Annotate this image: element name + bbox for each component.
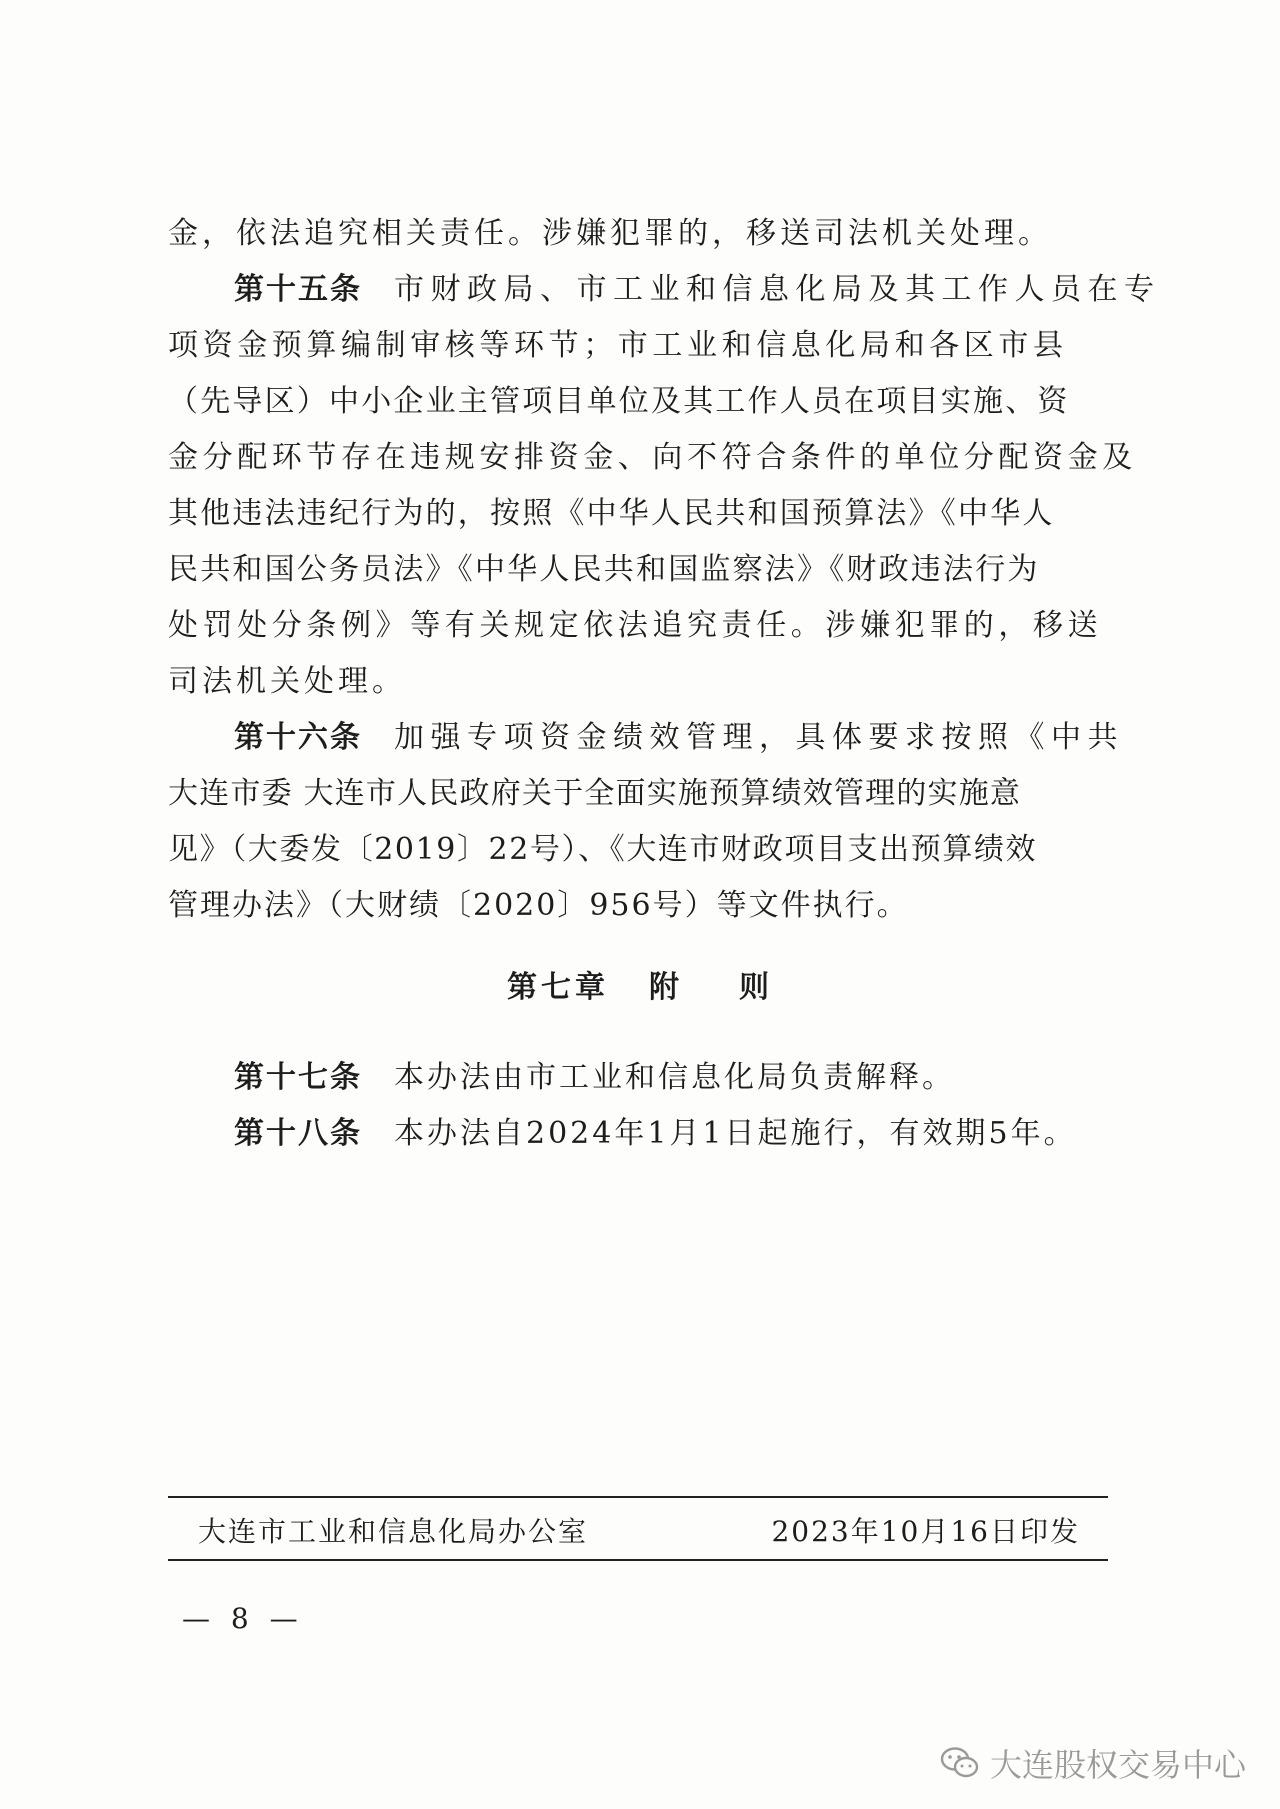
article-18-text: 本办法自2024年1月1日起施行，有效期5年。 — [394, 1116, 1077, 1151]
wechat-icon — [940, 1746, 980, 1780]
paragraph-line — [168, 654, 1106, 710]
paragraph-line — [168, 542, 1106, 598]
paragraph-line — [168, 878, 1106, 934]
line-text: 民共和国公务员法》《中华人民共和国监察法》《财政违法行为 — [168, 552, 1040, 587]
line-text: 加强专项资金绩效管理，具体要求按照《中共 — [394, 720, 1124, 755]
line-text: 见》（大委发〔2019〕22号）、《大连市财政项目支出预算绩效 — [168, 832, 1038, 867]
article-18-line — [234, 1106, 1114, 1162]
footer-row — [198, 1510, 1080, 1550]
footer-date: 2023年10月16日印发 — [771, 1515, 1080, 1548]
chapter-title-2: 则 — [739, 970, 773, 1005]
paragraph-line — [168, 430, 1137, 486]
paragraph-line — [168, 598, 1106, 654]
article-16-first-line — [168, 710, 1124, 766]
line-text: 大连市委 大连市人民政府关于全面实施预算绩效管理的实施意 — [168, 776, 1022, 811]
line-text: 项资金预算编制审核等环节；市工业和信息化局和各区市县 — [168, 328, 1068, 363]
article-15-heading: 第十五条 — [234, 272, 362, 307]
article-18-heading: 第十八条 — [234, 1116, 362, 1151]
line-text: 金分配环节存在违规安排资金、向不符合条件的单位分配资金及 — [168, 440, 1137, 475]
closing-articles — [234, 1050, 1114, 1162]
line-text: 管理办法》（大财绩〔2020〕956号）等文件执行。 — [168, 888, 909, 923]
paragraph-line — [168, 206, 1106, 262]
line-text: （先导区）中小企业主管项目单位及其工作人员在项目实施、资 — [168, 384, 1070, 419]
footer-issuer: 大连市工业和信息化局办公室 — [198, 1515, 589, 1548]
page-number: — 8 — — [182, 1602, 304, 1635]
article-17-text: 本办法由市工业和信息化局负责解释。 — [394, 1060, 955, 1095]
chapter-number: 第七章 — [507, 970, 609, 1005]
line-text: 金，依法追究相关责任。涉嫌犯罪的，移送司法机关处理。 — [168, 216, 1052, 251]
footer-bottom-rule — [168, 1559, 1108, 1561]
line-text — [394, 262, 1161, 318]
line-text: 其他违法违纪行为的，按照《中华人民共和国预算法》《中华人 — [168, 496, 1055, 531]
line-text: 司法机关处理。 — [168, 664, 406, 699]
chapter-heading — [0, 962, 1280, 1006]
document-body — [168, 206, 1161, 934]
paragraph-line — [168, 766, 1106, 822]
paragraph-line — [168, 822, 1106, 878]
paragraph-line — [168, 486, 1106, 542]
line-text-inner: 市财政局、市工业和信息化局及其工作人员在专 — [394, 272, 1161, 307]
footer-top-rule — [168, 1496, 1108, 1498]
chapter-title-1: 附 — [649, 970, 683, 1005]
watermark — [940, 1740, 1246, 1786]
article-15-first-line — [168, 262, 1161, 318]
article-17-heading: 第十七条 — [234, 1060, 362, 1095]
line-text: 处罚处分条例》等有关规定依法追究责任。涉嫌犯罪的，移送 — [168, 608, 1103, 643]
paragraph-line — [168, 374, 1106, 430]
paragraph-line — [168, 318, 1106, 374]
watermark-text: 大连股权交易中心 — [990, 1746, 1247, 1784]
article-17-line — [234, 1050, 1114, 1106]
article-16-heading: 第十六条 — [234, 720, 362, 755]
